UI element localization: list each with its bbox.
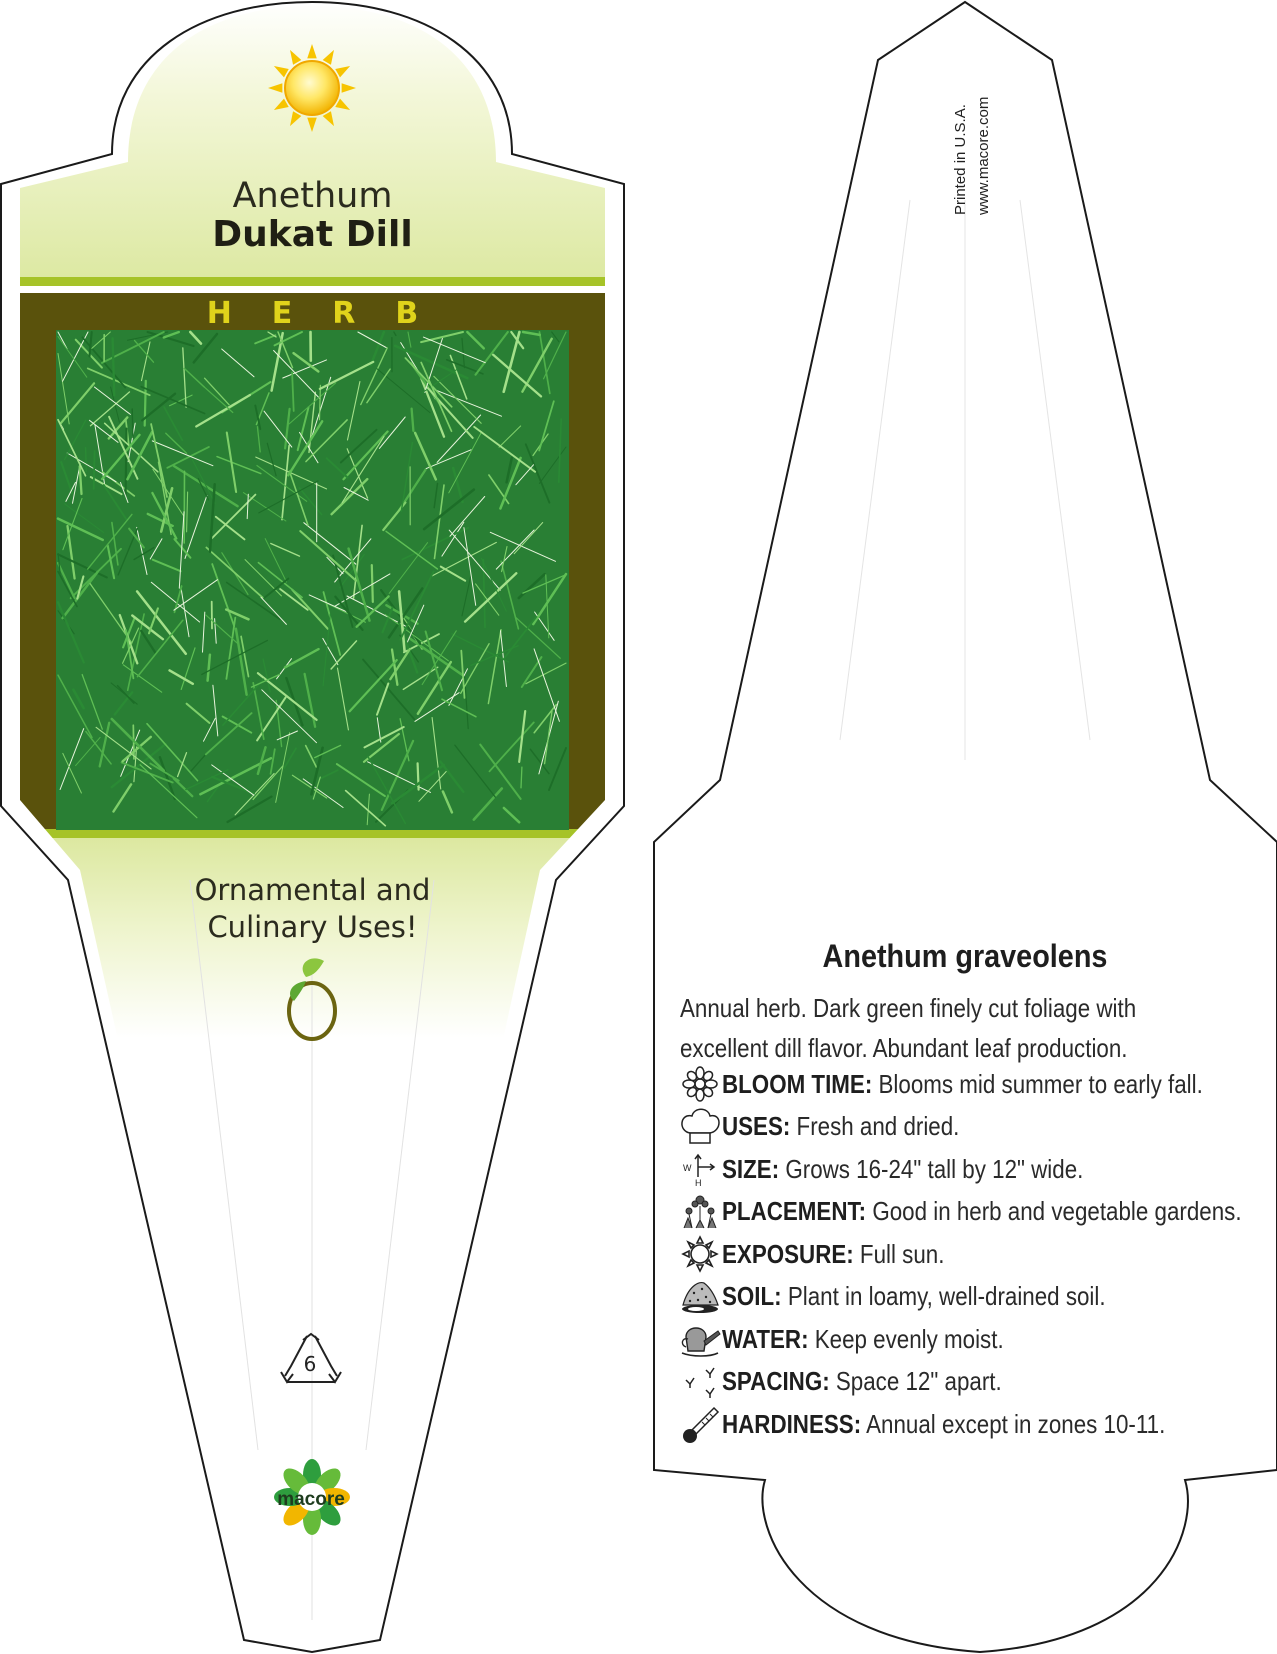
care-value: Keep evenly moist. [808,1323,1004,1354]
care-item-spacing [678,1361,1277,1404]
care-value: Full sun. [853,1238,945,1269]
description [680,988,1162,1068]
plant-category: HERB [206,296,459,331]
care-value: Grows 16-24" tall by 12" wide. [779,1153,1084,1184]
dill-frond [94,451,95,489]
flower-icon [678,1064,722,1104]
care-item-uses [678,1106,1277,1149]
frame-bottom-band [0,829,640,838]
care-label: BLOOM TIME: [722,1068,873,1099]
chef-hat-icon [678,1107,722,1147]
care-label: SOIL: [722,1281,782,1312]
dill-frond [126,429,127,495]
care-value: Space 12" apart. [829,1366,1002,1397]
svg-text:H: H [695,1178,702,1189]
tagline-line-2: Culinary Uses! [207,910,418,944]
care-label: SIZE: [722,1153,780,1184]
care-label: HARDINESS: [722,1408,862,1439]
description-line-1: Annual herb. Dark green finely cut foliage with [680,993,1137,1023]
description-line-2: excellent dill flavor. Abundant leaf production. [680,1033,1128,1063]
care-label: WATER: [722,1323,809,1354]
printed-in-label: Printed in U.S.A. [952,104,969,215]
website-label: www.macore.com [975,96,992,215]
species-name: Anethum graveolens [822,938,1108,974]
recycle-code: 6 [303,1352,317,1376]
care-item-soil [678,1276,1277,1319]
watering-can-icon [678,1319,722,1359]
seedlings-spacing-icon [678,1362,722,1402]
care-item-size [678,1148,1277,1191]
care-item-hardiness [678,1403,1277,1446]
sun-outline-icon [678,1234,722,1274]
care-label: USES: [722,1111,791,1142]
care-label: EXPOSURE: [722,1238,854,1269]
care-item-water [678,1318,1277,1361]
dill-frond [521,767,522,788]
plant-genus: Anethum [232,176,393,216]
care-list [678,1063,1277,1446]
tagline [60,872,565,946]
brand-name: macore [277,1489,345,1510]
svg-text:W: W [683,1163,692,1174]
thermometer-icon [678,1404,722,1444]
dill-frond [132,409,133,438]
care-label: PLACEMENT: [722,1196,867,1227]
care-value: Plant in loamy, well-drained soil. [781,1281,1106,1312]
care-item-exposure [678,1233,1277,1276]
care-value: Good in herb and vegetable gardens. [866,1196,1242,1227]
care-value: Annual except in zones 10-11. [861,1408,1166,1439]
size-arrows-icon [678,1149,722,1189]
soil-mound-icon [678,1277,722,1317]
care-item-bloom-time [678,1063,1277,1106]
care-value: Blooms mid summer to early fall. [872,1068,1203,1099]
tagline-line-1: Ornamental and [194,873,431,907]
header-band [0,277,640,286]
dill-photo [56,330,569,830]
care-value: Fresh and dried. [790,1111,960,1142]
dill-frond [86,448,87,472]
plant-cultivar: Dukat Dill [212,214,413,255]
care-label: SPACING: [722,1366,830,1397]
care-item-placement [678,1191,1277,1234]
placement-plants-icon [678,1192,722,1232]
